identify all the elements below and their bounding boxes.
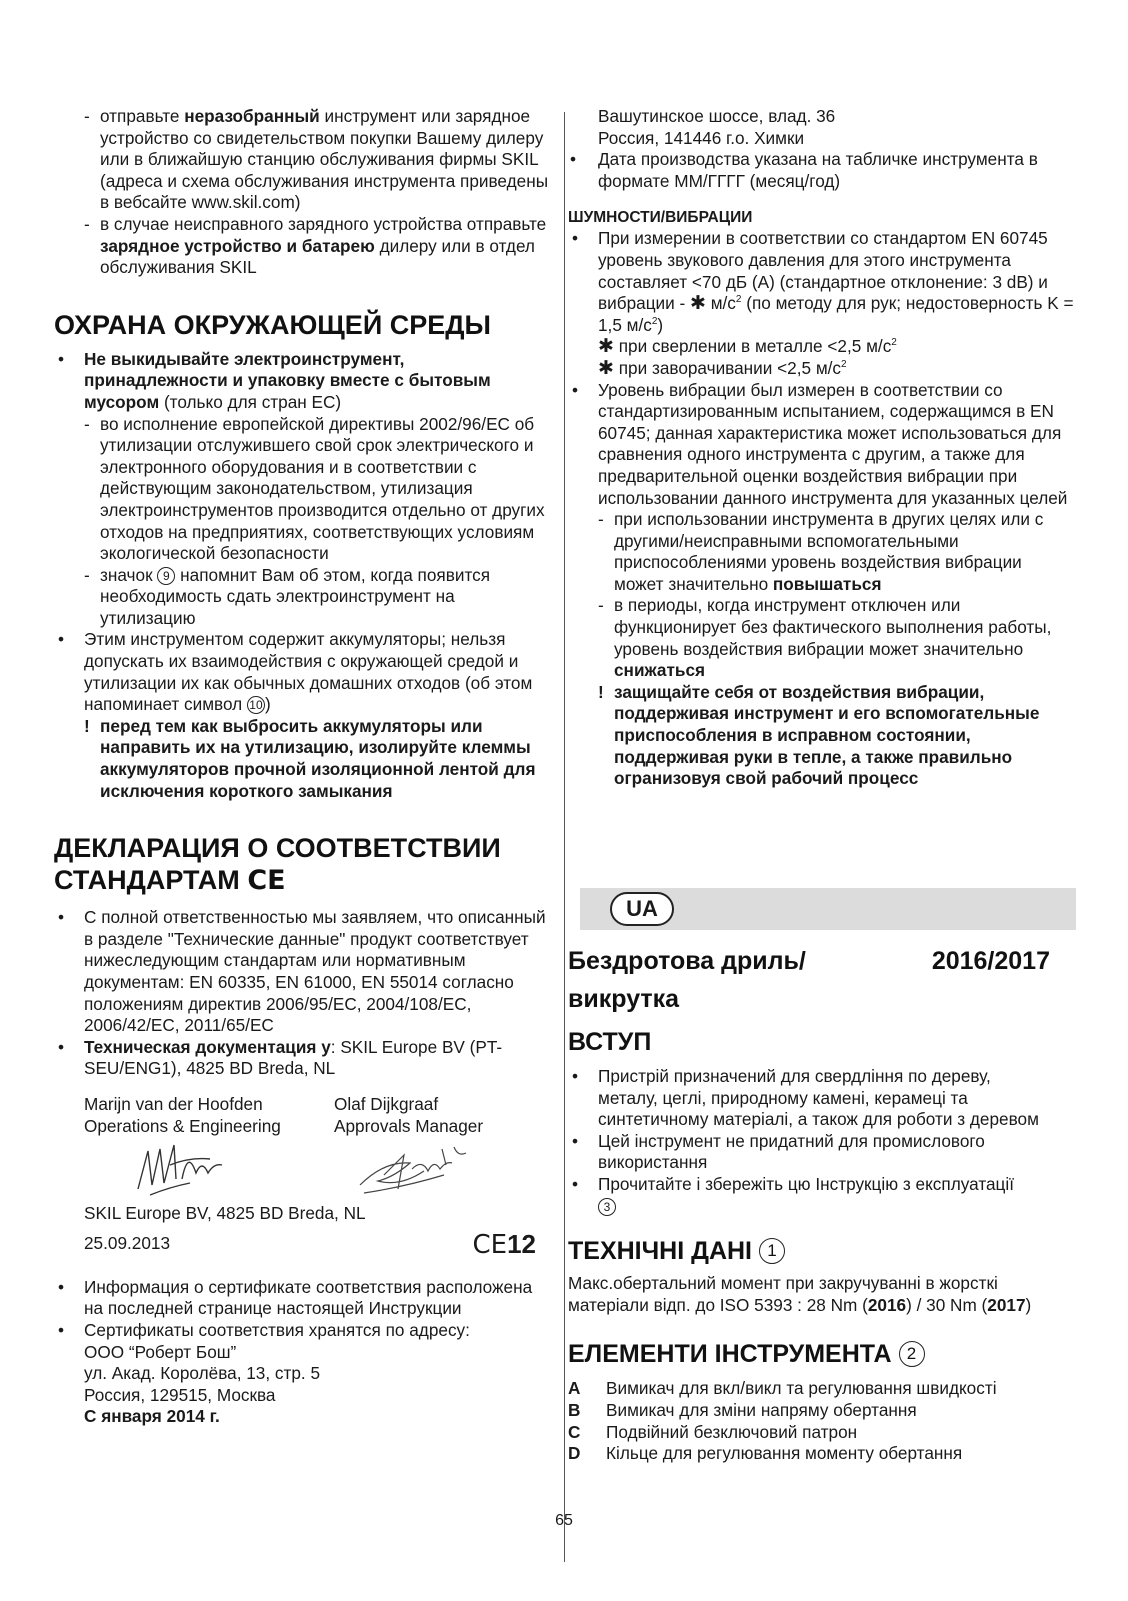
- signature-1-image: [130, 1139, 230, 1199]
- star-icon: ✱: [598, 336, 614, 358]
- symbol-10-ref: 10: [247, 696, 265, 714]
- noise-dash-1: - при использовании инструмента в других целях или с другими/неисправными вспомогательными приспособлениями уровень воздействия вибрации может значительно повышаться: [598, 509, 1044, 594]
- env-warning: ! перед тем как выбросить аккумуляторы или направить их на утилизацию, изолируйте клеммы аккумуляторов прочной изоляционной лентой для исключения короткого замыкания: [84, 715, 536, 801]
- env-heading: ОХРАНА ОКРУЖАЮЩЕЙ СРЕДЫ: [54, 309, 491, 340]
- address-continued: Вашутинское шоссе, влад. 36 Россия, 141446 г.о. Химки: [598, 106, 836, 148]
- cert-bullet-2: • Сертификаты соответствия хранятся по адресу: ООО “Роберт Бош” ул. Акад. Королёва, 13, стр. 5 Россия, 129515, Москва С января 2014 г.: [58, 1319, 470, 1427]
- signatures: [54, 1137, 550, 1203]
- signatory-2-name: Olaf Dijkgraaf: [334, 1093, 439, 1114]
- figure-3-ref: 3: [598, 1198, 616, 1216]
- intro-bullet-2: • Цей інструмент не придатний для промислового використання: [572, 1130, 985, 1173]
- ce-mark-icon: CE: [247, 865, 286, 897]
- element-item: A Вимикач для вкл/викл та регулювання швидкості: [568, 1378, 997, 1399]
- declaration-date: 25.09.2013: [84, 1232, 171, 1253]
- vibration-warning: ! защищайте себя от воздействия вибрации, поддерживая инструмент и его вспомогательные приспособления в исправном состоянии, поддерживая руки в тепле, а также правильно огранизовуя свой рабочий процесс: [598, 681, 1040, 789]
- ce-year-mark: CE12: [472, 1228, 536, 1260]
- element-item: D Кільце для регулювання моменту обертання: [568, 1443, 963, 1464]
- company-address: SKIL Europe BV, 4825 BD Breda, NL: [84, 1203, 366, 1224]
- language-section-bar: [580, 888, 1076, 930]
- ua-model-numbers: 2016/2017: [931, 947, 1050, 975]
- signatory-1-role: Operations & Engineering: [84, 1115, 281, 1136]
- env-dash-2: - значок 9 напомнит Вам об этом, когда появится необходимость сдать электроинструмент на утилизацию: [84, 564, 491, 628]
- ua-title-block: [568, 942, 1050, 1022]
- service-dash-1: - отправьте неразобранный инструмент или зарядное устройство со свидетельством покупки Вашему дилеру или в ближайшую станцию обслуживания фирмы SKIL (адреса и схема обслуживания инструмента приведены в вебсайте www.skil.com): [84, 106, 549, 213]
- page-number: 65: [555, 1512, 573, 1529]
- star-icon: ✱: [690, 293, 706, 315]
- noise-bullet-2: • Уровень вибрации был измерен в соответствии со стандартизированным испытанием, содержащимся в EN 60745; данная характеристика может использоваться для сравнения одного инструмента с другим, а также для предварительной оценки воздействия вибрации при использовании данного инструмента для указанных целей: [572, 379, 1068, 508]
- env-bullet-1: • Не выкидывайте электроинструмент, принадлежности и упаковку вместе с бытовым мусором (только для стран ЕС): [58, 348, 491, 412]
- signatory-1-name: Marijn van der Hoofden: [84, 1093, 263, 1114]
- figure-2-ref: 2: [899, 1341, 925, 1367]
- left-column: [54, 106, 550, 1428]
- noise-drilling: ✱ при сверлении в металле <2,5 $м/с^2$: [598, 336, 897, 358]
- right-column: [568, 106, 1076, 790]
- elements-heading: ЕЛЕМЕНТИ ІНСТРУМЕНТА 2: [568, 1338, 1050, 1370]
- ce-mark-icon: CE: [472, 1229, 508, 1260]
- noise-heading: ШУМНОСТИ/ВИБРАЦИИ: [568, 209, 753, 227]
- production-date-bullet: • Дата производства указана на табличке инструмента в формате ММ/ГГГГ (месяц/год): [570, 149, 1038, 191]
- env-bullet-2: • Этим инструментом содержит аккумуляторы; нельзя допускать их взаимодействия с окружающей средой и утилизации их как обычных домашних отходов (об этом напоминает символ 10 ): [58, 629, 533, 715]
- signatory-2-role: Approvals Manager: [334, 1115, 484, 1136]
- intro-bullet-1: • Пристрій призначений для свердління по дереву, металу, цеглі, природному камені, керамеці та синтетичному матеріалі, а також для роботи з деревом: [572, 1066, 1039, 1130]
- tech-heading: ТЕХНІЧНІ ДАНІ 1: [568, 1235, 1050, 1267]
- cert-bullet-1: • Информация о сертификате соответствия расположена на последней странице настоящей Инструкции: [58, 1276, 533, 1319]
- decl-heading: ДЕКЛАРАЦИЯ О СООТВЕТСТВИИ СТАНДАРТАМ CE: [54, 833, 501, 897]
- element-item: C Подвійний безключовий патрон: [568, 1421, 858, 1442]
- star-icon: ✱: [598, 357, 614, 379]
- element-item: B Вимикач для зміни напряму обертання: [568, 1399, 917, 1420]
- tech-torque-text: Макс.обертальний момент при закручуванні в жорсткі матеріали відп. до ISO 5393 : 28 Nm (2016) / 30 Nm (2017): [568, 1273, 1032, 1315]
- figure-1-ref: 1: [759, 1238, 785, 1264]
- decl-bullet-2: • Техническая документация у: SKIL Europe BV (PT-SEU/ENG1), 4825 BD Breda, NL: [58, 1036, 503, 1079]
- ua-product-title: Бездротова дриль/ викрутка: [568, 947, 806, 1013]
- service-dash-2: - в случае неисправного зарядного устройства отправьте зарядное устройство и батарею дилеру или в отдел обслуживания SKIL: [84, 213, 547, 278]
- decl-bullet-1: • С полной ответственностью мы заявляем, что описанный в разделе "Технические данные" продукт соответствует нижеследующим стандартам или нормативным документам: EN 60335, EN 61000, EN 55014 согласно положениям директив 2006/95/EC, 2004/108/EC, 2006/42/EC, 2011/65/EC: [58, 907, 546, 1036]
- noise-screwing: ✱ при заворачивании <2,5 $м/с^2$: [598, 357, 847, 379]
- column-divider: [564, 112, 565, 1562]
- intro-bullet-3: • Прочитайте і збережіть цю Інструкцію з експлуатації 3: [572, 1173, 1014, 1214]
- noise-dash-2: - в периоды, когда инструмент отключен или функционирует без фактического выполнения работы, уровень воздействия вибрации может значительно снижаться: [598, 595, 1052, 681]
- env-dash-1: - во исполнение европейской директивы 2002/96/ЕС об утилизации отслужившего свой срок электрического и электронного оборудования и в соответствии с действующим законодательством, утилизация электроинструментов производится отдельно от других отходов на предприятиях, соответствующих условиям экологической безопасности: [84, 413, 545, 564]
- language-badge: UA: [610, 892, 674, 926]
- warning-icon: !: [598, 681, 604, 702]
- date-row: [54, 1229, 550, 1259]
- warning-icon: !: [84, 715, 90, 736]
- ua-section: [568, 942, 1050, 1465]
- intro-heading: ВСТУП: [568, 1028, 652, 1056]
- noise-bullet-1: • При измерении в соответствии со стандартом EN 60745 уровень звукового давления для этого инструмента составляет <70 дБ (A) (стандартное отклонение: 3 dB) и вибрации - ✱ $м/с^2$ (по методу для рук; недостоверность K = 1,5 $м/с^2$) ✱ при сверлении в металле <2,5 $м/с^2$ ✱ при заворачивании <2,5 $м/с^2$: [568, 228, 1076, 379]
- signatories: [54, 1094, 550, 1137]
- signature-2-image: [354, 1141, 474, 1199]
- elements-list: [568, 1378, 1050, 1464]
- symbol-9-ref: 9: [157, 567, 175, 585]
